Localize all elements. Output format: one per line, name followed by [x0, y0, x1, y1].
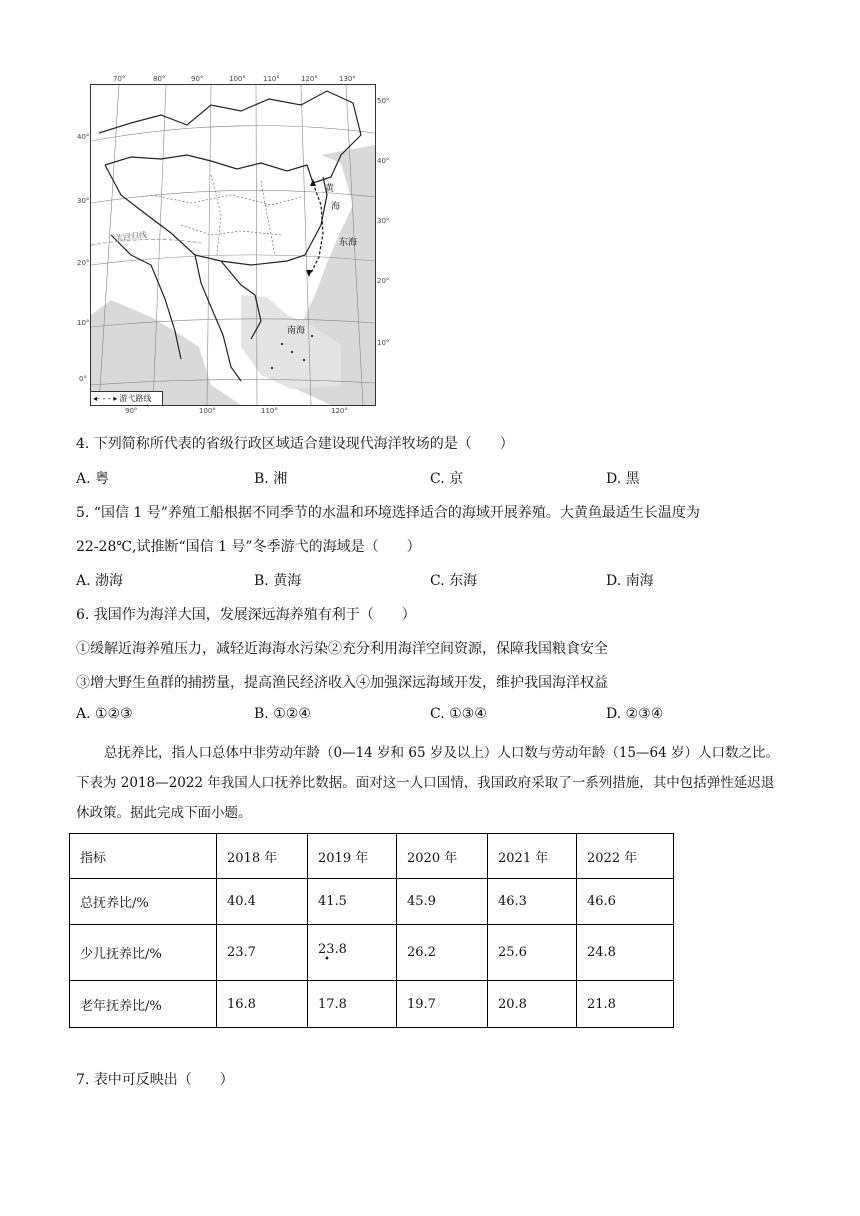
- table-header-cell: 2022 年: [577, 834, 674, 879]
- table-row: [70, 879, 674, 925]
- table-cell: 19.7: [397, 981, 488, 1028]
- table-header-cell: 2018 年: [217, 834, 308, 879]
- table-cell: 26.2: [397, 925, 488, 981]
- table-cell: 老年抚养比/%: [70, 981, 217, 1028]
- legend-route-icon: ◂- - - ▸: [93, 394, 118, 403]
- tick-lon-top: 80°: [153, 75, 166, 83]
- label-east-sea: 东海: [339, 238, 358, 248]
- tick-lon-top: 130°: [339, 75, 356, 83]
- q6-option-b[interactable]: B. ①②④: [254, 706, 311, 722]
- tick-lon-top: 70°: [113, 75, 126, 83]
- tick-lon-bottom: 110°: [261, 407, 278, 415]
- tick-lon-top: 120°: [301, 75, 318, 83]
- dependency-ratio-table: [69, 833, 674, 1028]
- table-cell: 16.8: [217, 981, 308, 1028]
- cruise-route: [311, 183, 323, 273]
- tick-lon-top: 110°: [263, 75, 280, 83]
- tick-lat-right: 30°: [377, 217, 390, 225]
- legend-label: 游弋路线: [119, 394, 152, 403]
- map-legend: [91, 391, 163, 405]
- q5-option-a[interactable]: A. 渤海: [76, 573, 124, 589]
- label-south-sea: 南海: [287, 326, 306, 336]
- table-cell: 17.8: [308, 981, 397, 1028]
- table-cell-value: 23.8: [318, 942, 347, 957]
- q7-stem: 7. 表中可反映出（ ）: [76, 1072, 234, 1088]
- emphasis-dot: •: [324, 954, 330, 965]
- table-cell: 20.8: [488, 981, 577, 1028]
- table-header-cell: 指标: [70, 834, 217, 879]
- table-cell: 21.8: [577, 981, 674, 1028]
- table-cell: 45.9: [397, 879, 488, 925]
- q4-option-d[interactable]: D. 黑: [606, 471, 640, 487]
- map-svg: [91, 85, 375, 405]
- tick-lat-left: 40°: [77, 133, 90, 141]
- table-cell: 总抚养比/%: [70, 879, 217, 925]
- tick-lon-bottom: 90°: [125, 407, 138, 415]
- tick-lon-bottom: 100°: [199, 407, 216, 415]
- table-cell: 少儿抚养比/%: [70, 925, 217, 981]
- q5-option-b[interactable]: B. 黄海: [254, 573, 302, 589]
- q5-stem-line2: 22-28℃,试推断“国信 1 号”冬季游弋的海域是（ ）: [76, 539, 421, 555]
- tick-lon-top: 90°: [191, 75, 204, 83]
- tick-lat-right: 10°: [377, 339, 390, 347]
- province-lines: [151, 175, 301, 255]
- q5-stem-line1: 5. “国信 1 号”养殖工船根据不同季节的水温和环境选择适合的海域开展养殖。大黄鱼最适生长温度为: [76, 505, 700, 521]
- tick-lat-left: 30°: [77, 197, 90, 205]
- q4-option-b[interactable]: B. 湘: [254, 471, 288, 487]
- q6-statement-line1: ①缓解近海养殖压力，减轻近海海水污染②充分利用海洋空间资源，保障我国粮食安全: [76, 641, 608, 657]
- q6-statement-line2: ③增大野生鱼群的捕捞量，提高渔民经济收入④加强深远海域开发，维护我国海洋权益: [76, 675, 608, 691]
- tick-lat-left: 20°: [77, 259, 90, 267]
- table-cell: 24.8: [577, 925, 674, 981]
- tick-lon-bottom: 120°: [331, 407, 348, 415]
- tick-lat-right: 50°: [377, 97, 390, 105]
- ocean-area: [91, 300, 241, 405]
- q6-stem: 6. 我国作为海洋大国，发展深远海养殖有利于（ ）: [76, 607, 416, 623]
- table-cell: 46.6: [577, 879, 674, 925]
- table-cell: 41.5: [308, 879, 397, 925]
- label-yellow-sea: 黄: [325, 184, 335, 194]
- map-figure: [77, 75, 390, 415]
- tick-lat-left: 0°: [79, 375, 87, 383]
- table-cell: 46.3: [488, 879, 577, 925]
- table-header-row: [70, 834, 674, 879]
- table-row: [70, 925, 674, 981]
- passage-text: 总抚养比，指人口总体中非劳动年龄（0—14 岁和 65 岁及以上）人口数与劳动年龄（15—64 岁）人口数之比。下表为 2018—2022 年我国人口抚养比数据。面对这一人口国情，我国政府采取了一系列措施，其中包括弹性延迟退休政策。据此完成下面小题。: [76, 745, 779, 821]
- q6-option-d[interactable]: D. ②③④: [606, 706, 664, 722]
- tick-lat-right: 40°: [377, 157, 390, 165]
- q6-option-a[interactable]: A. ①②③: [76, 706, 133, 722]
- table-row: [70, 981, 674, 1028]
- q4-option-c[interactable]: C. 京: [430, 471, 464, 487]
- q5-option-d[interactable]: D. 南海: [606, 573, 654, 589]
- q5-option-c[interactable]: C. 东海: [430, 573, 478, 589]
- q6-option-c[interactable]: C. ①③④: [430, 706, 487, 722]
- table-cell: 23.7: [217, 925, 308, 981]
- table-cell: [308, 925, 397, 981]
- q4-option-a[interactable]: A. 粤: [76, 471, 110, 487]
- label-yellow-sea: 海: [331, 202, 341, 212]
- tick-lat-right: 20°: [377, 277, 390, 285]
- tick-lat-left: 10°: [77, 319, 90, 327]
- table-cell: 25.6: [488, 925, 577, 981]
- table-cell: 40.4: [217, 879, 308, 925]
- table-header-cell: 2019 年: [308, 834, 397, 879]
- table-header-cell: 2020 年: [397, 834, 488, 879]
- tick-lon-top: 100°: [229, 75, 246, 83]
- q4-stem: 4. 下列简称所代表的省级行政区域适合建设现代海洋牧场的是（ ）: [76, 436, 514, 452]
- table-header-cell: 2021 年: [488, 834, 577, 879]
- label-tropic: 北回归线: [114, 230, 148, 243]
